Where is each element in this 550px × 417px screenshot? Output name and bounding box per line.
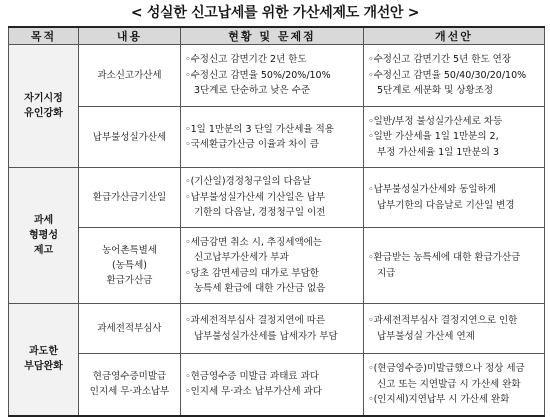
current-line: 3단계로 단순하고 낮은 수준 bbox=[194, 85, 311, 97]
content-line: 납부불성실가산세 bbox=[92, 131, 167, 143]
current-line: ◦세금감면 취소 시, 추징세액에는 bbox=[185, 236, 322, 248]
current-line: ◦당초 감면세금의 대가로 부담한 bbox=[185, 267, 319, 279]
purpose-cell bbox=[9, 304, 79, 416]
header-current: 현황 및 문제점 bbox=[181, 27, 364, 45]
current-line: 기한의 다음날, 경정청구일 이전 bbox=[194, 207, 326, 219]
current-cell bbox=[181, 168, 364, 228]
proposal-cell bbox=[364, 45, 545, 107]
proposal-cell bbox=[364, 304, 545, 354]
proposal-line: 납부불성실 가산세 연제 bbox=[377, 330, 475, 342]
table-row bbox=[9, 304, 545, 354]
proposal-line: ◦수정신고 감면율 50/40/30/20/10% bbox=[368, 69, 527, 81]
table-row bbox=[9, 228, 545, 304]
penalty-tax-reform-table bbox=[8, 26, 545, 417]
current-line: ◦1일 1만분의 3 단일 가산세율 적용 bbox=[185, 123, 334, 135]
content-line: 과소신고가산세 bbox=[97, 70, 162, 81]
proposal-line: ◦일반 가산세율 1일 1만분의 2, bbox=[368, 131, 499, 143]
current-line: ◦현금영수증 미발급 과태료 과다 bbox=[185, 370, 319, 382]
content-cell bbox=[79, 228, 181, 304]
current-line: 납부불성실가산세를 납세자가 부담 bbox=[194, 330, 338, 342]
proposal-cell bbox=[364, 168, 545, 228]
purpose-line: 제고 bbox=[33, 245, 54, 256]
current-line: 농특세 환급에 대한 가산금 없음 bbox=[194, 283, 326, 294]
proposal-cell bbox=[364, 107, 545, 168]
proposal-line: 신고 또는 지연발급 시 가산세 완화 bbox=[377, 378, 521, 390]
table-row bbox=[9, 107, 545, 168]
content-line: 현금영수증미발급 bbox=[92, 371, 167, 383]
proposal-line: ◦(인지세)지연납부 시 가산세 완화 bbox=[368, 394, 510, 405]
content-line: 농어촌특별세 bbox=[101, 245, 158, 256]
current-cell bbox=[181, 354, 364, 416]
proposal-cell bbox=[364, 354, 545, 416]
proposal-line: 지급 bbox=[377, 267, 396, 279]
current-line: ◦(기산일)경정청구일의 다음날 bbox=[185, 176, 312, 188]
current-line: ◦인지세 무·과소 납부가산세 과다 bbox=[185, 386, 322, 398]
current-line: ◦납부불성실가산세 기산일은 납부 bbox=[185, 191, 326, 203]
current-line: ◦수정신고 감면율 50%/20%/10% bbox=[185, 69, 331, 81]
content-cell bbox=[79, 45, 181, 107]
proposal-line: ◦과세전적부심사 결정지연으로 인한 bbox=[368, 315, 518, 326]
content-line: 과세전적부심사 bbox=[97, 323, 162, 334]
proposal-line: ◦납부불성실가산세와 동일하게 bbox=[368, 184, 496, 195]
current-cell bbox=[181, 45, 364, 107]
purpose-line: 유인강화 bbox=[24, 108, 63, 119]
proposal-line: ◦(현금영수증)미발급했으나 정상 세금 bbox=[368, 363, 525, 374]
content-cell bbox=[79, 354, 181, 416]
current-line: ◦국세환급가산금 이율과 차이 큼 bbox=[185, 139, 319, 150]
table-row bbox=[9, 45, 545, 107]
purpose-line: 형평성 bbox=[29, 230, 58, 241]
header-purpose: 목적 bbox=[9, 27, 79, 45]
table-row bbox=[9, 354, 545, 416]
proposal-cell bbox=[364, 228, 545, 304]
content-line: 인지세 무·과소납부 bbox=[89, 386, 170, 398]
table-row bbox=[9, 168, 545, 228]
current-cell bbox=[181, 228, 364, 304]
current-cell bbox=[181, 304, 364, 354]
proposal-line: 부정 가산세율 1일 1만분의 3 bbox=[377, 146, 499, 158]
proposal-line: 5단계로 세분화 및 상황조정 bbox=[377, 85, 494, 97]
purpose-line: 자기시정 bbox=[24, 93, 63, 104]
content-cell bbox=[79, 304, 181, 354]
proposal-line: ◦환급받는 농특세에 대한 환급가산금 bbox=[368, 252, 521, 263]
content-cell bbox=[79, 107, 181, 168]
document-title: < 성실한 신고납세를 위한 가산세제도 개선안 > bbox=[130, 5, 420, 21]
purpose-cell bbox=[9, 45, 79, 168]
current-cell bbox=[181, 107, 364, 168]
proposal-line: ◦일반/부정 불성실가산세로 차등 bbox=[368, 115, 503, 127]
header-content: 내용 bbox=[79, 27, 181, 45]
proposal-line: 납부기한의 다음날로 기산일 변경 bbox=[377, 199, 515, 211]
content-line: (농특세) bbox=[112, 260, 147, 271]
header-row bbox=[9, 27, 545, 45]
proposal-line: ◦수정신고 감면기간 5년 한도 연장 bbox=[368, 54, 512, 66]
header-proposal: 개선안 bbox=[364, 27, 545, 45]
purpose-line: 과세 bbox=[33, 215, 54, 226]
purpose-line: 과도한 bbox=[29, 346, 58, 358]
current-line: ◦수정신고 감면기간 2년 한도 bbox=[185, 54, 307, 66]
purpose-line: 부담완화 bbox=[24, 361, 63, 373]
content-line: 환급가산금 bbox=[106, 275, 153, 286]
current-line: 신고납부가산세가 부과 bbox=[194, 252, 289, 263]
current-line: ◦과세전적부심사 결정지연에 따른 bbox=[185, 315, 326, 326]
content-cell bbox=[79, 168, 181, 228]
purpose-cell bbox=[9, 168, 79, 304]
content-line: 환급가산금기산일 bbox=[92, 192, 167, 203]
